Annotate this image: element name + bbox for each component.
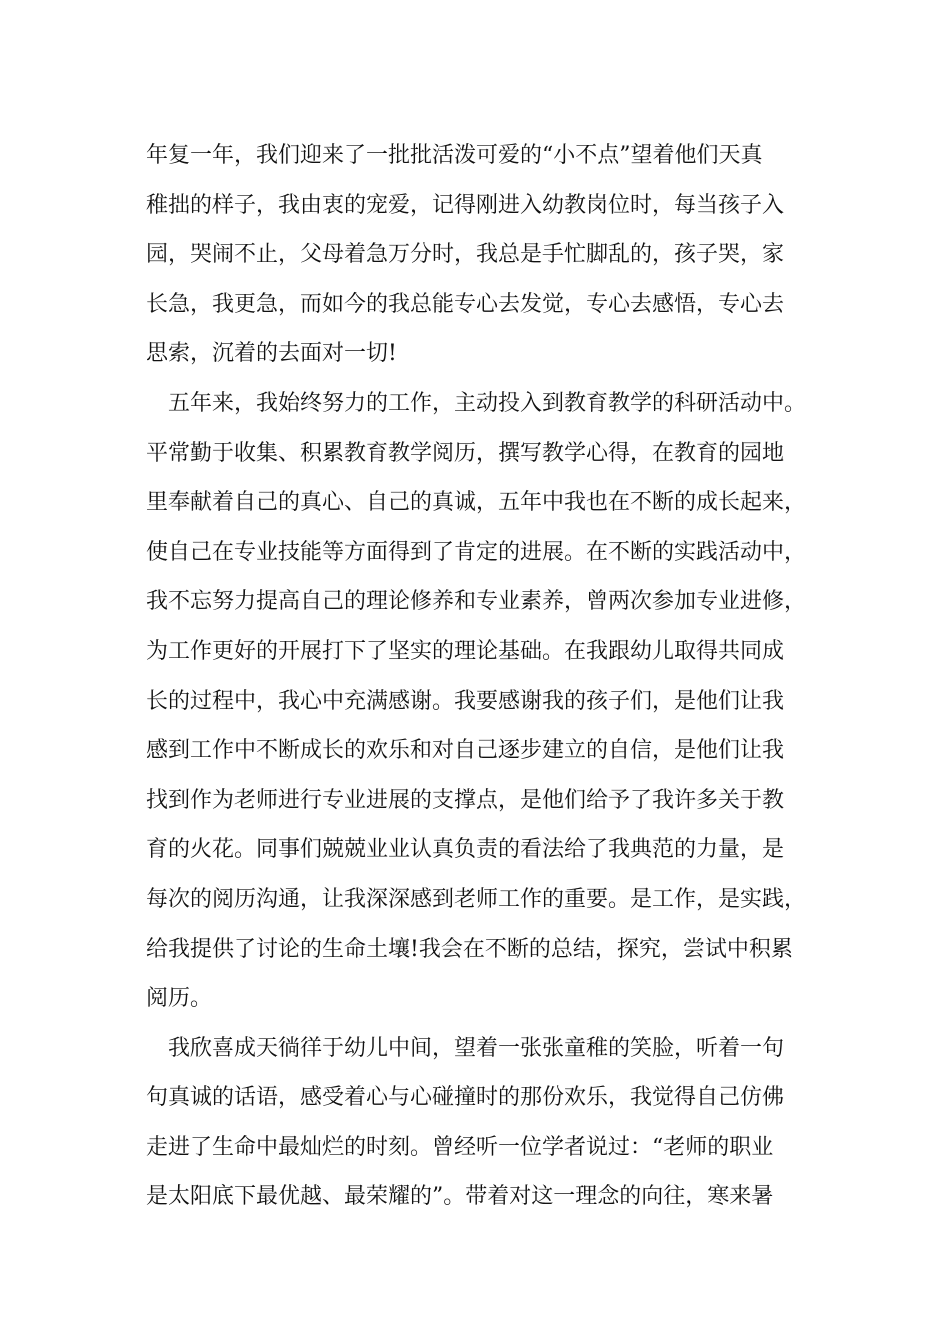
- paragraph-2-line-1: 五年来，我始终努力的工作，主动投入到教育教学的科研活动中。: [168, 390, 807, 416]
- paragraph-3-line-1: 我欣喜成天徜徉于幼儿中间，望着一张张童稚的笑脸，听着一句: [168, 1035, 785, 1061]
- document-body: [146, 131, 826, 1222]
- paragraph-2-line-8: 感到工作中不断成长的欢乐和对自己逐步建立的自信，是他们让我: [146, 738, 785, 764]
- paragraph-2-line-10: 育的火花。同事们兢兢业业认真负责的看法给了我典范的力量，是: [146, 837, 785, 863]
- paragraph-2-line-11: 每次的阅历沟通，让我深深感到老师工作的重要。是工作，是实践，: [146, 886, 807, 912]
- paragraph-1-line-3: 园，哭闹不止，父母着急万分时，我总是手忙脚乱的，孩子哭，家: [146, 242, 785, 268]
- paragraph-2-line-9: 找到作为老师进行专业进展的支撑点，是他们给予了我许多关于教: [146, 787, 785, 813]
- paragraph-3-line-3: 走进了生命中最灿烂的时刻。曾经听一位学者说过：“老师的职业: [146, 1134, 774, 1160]
- paragraph-1-line-5: 思索，沉着的去面对一切!: [146, 341, 397, 367]
- paragraph-2-line-7: 长的过程中，我心中充满感谢。我要感谢我的孩子们，是他们让我: [146, 688, 785, 714]
- paragraph-1-line-4: 长急，我更急，而如今的我总能专心去发觉，专心去感悟，专心去: [146, 291, 785, 317]
- paragraph-2-line-4: 使自己在专业技能等方面得到了肯定的进展。在不断的实践活动中，: [146, 539, 807, 565]
- paragraph-1-line-2: 稚拙的样子，我由衷的宠爱，记得刚进入幼教岗位时，每当孩子入: [146, 192, 785, 218]
- paragraph-2-line-5: 我不忘努力提高自己的理论修养和专业素养，曾两次参加专业进修，: [146, 589, 807, 615]
- paragraph-1-line-1: 年复一年，我们迎来了一批批活泼可爱的“小不点”望着他们天真: [146, 143, 763, 168]
- paragraph-2-line-13: 阅历。: [146, 986, 213, 1012]
- paragraph-2-line-3: 里奉献着自己的真心、自己的真诚，五年中我也在不断的成长起来，: [146, 490, 807, 516]
- paragraph-2-line-6: 为工作更好的开展打下了坚实的理论基础。在我跟幼儿取得共同成: [146, 638, 785, 664]
- paragraph-2-line-2: 平常勤于收集、积累教育教学阅历，撰写教学心得，在教育的园地: [146, 440, 785, 466]
- paragraph-3-line-2: 句真诚的话语，感受着心与心碰撞时的那份欢乐，我觉得自己仿佛: [146, 1085, 785, 1111]
- paragraph-2-line-12: 给我提供了讨论的生命土壤!我会在不断的总结，探究，尝试中积累: [146, 936, 793, 962]
- paragraph-3-line-4: 是太阳底下最优越、最荣耀的”。带着对这一理念的向往，寒来暑: [146, 1184, 774, 1210]
